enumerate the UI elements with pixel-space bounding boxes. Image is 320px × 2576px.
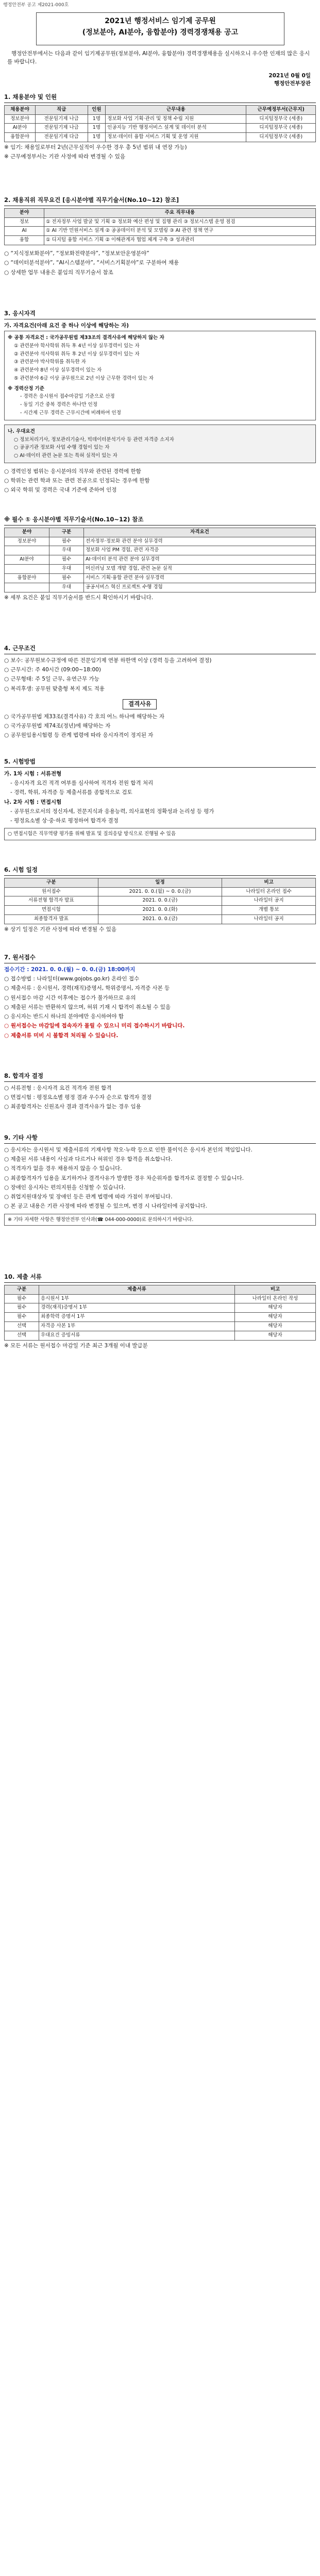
list-item: ④ 관련분야 8년 이상 실무경력이 있는 자 — [14, 367, 102, 374]
warning-line: ○ 제출서류 미비 시 불합격 처리될 수 있습니다. — [4, 1032, 119, 1039]
list-item: ○ 국가공무원법 제74조(정년)에 해당하는 자 — [4, 722, 111, 729]
list-item: ○ 장애인 응시자는 편의지원을 신청할 수 있습니다. — [4, 1184, 126, 1191]
cell: 해당자 — [235, 1322, 316, 1331]
cell: 최종합격자 발표 — [5, 915, 98, 924]
step: - 평정요소별 상·중·하로 평정하여 합격자 결정 — [10, 818, 119, 824]
cell: 디지털정부국 (세종) — [246, 114, 316, 124]
table-row — [5, 906, 316, 915]
cell: 융합분야 — [5, 133, 36, 142]
note: ※ 모든 서류는 원서접수 마감일 기준 최근 3개월 이내 발급분 — [4, 1342, 148, 1349]
cell: 정보·데이터 융합 서비스 기획 및 운영 지원 — [106, 133, 246, 142]
table-row — [5, 114, 316, 124]
cell: 디지털정부국 (세종) — [246, 133, 316, 142]
list-item: ○ 근무형태: 주 5일 근무, 유연근무 가능 — [4, 676, 99, 683]
table-row — [5, 124, 316, 133]
table-row — [5, 236, 316, 245]
column-header: 제출서류 — [39, 1285, 235, 1294]
cell: 정보화 사업 PM 경험, 관련 자격증 — [84, 546, 316, 555]
note: ○ 경력인정 범위는 응시분야의 직무와 관련된 경력에 한함 — [4, 468, 141, 474]
section-5 — [4, 757, 316, 840]
cell: 응시원서 1부 — [39, 1294, 235, 1303]
issuer: 행정안전부장관 — [274, 80, 311, 87]
section-heading: 2. 채용직위 직무요건 [응시분야별 직무기술서(No.10~12) 참조] — [4, 196, 316, 206]
cell: 전자정부·정보화 관련 분야 실무경력 — [84, 537, 316, 546]
recruit-table — [4, 105, 316, 142]
cell: 필수 — [5, 1313, 39, 1322]
contact-box: ※ 기타 자세한 사항은 행정안전부 인사과(☎ 044-000-0000)로 문의하시기 바랍니다. — [4, 1214, 316, 1226]
column-header: 채용분야 — [5, 105, 36, 114]
section-heading: 7. 원서접수 — [4, 953, 316, 963]
list-item: ○ 최종합격자가 임용을 포기하거나 결격사유가 발생한 경우 차순위자를 합격자로 결정할 수 있습니다. — [4, 1175, 244, 1181]
note: ※ 상기 일정은 기관 사정에 따라 변경될 수 있음 — [4, 926, 117, 933]
list-item: ○ 제출된 서류 내용이 사실과 다르거나 허위인 경우 합격을 취소합니다. — [4, 1156, 173, 1163]
cell: 필수 — [5, 1294, 39, 1303]
column-header: 비고 — [235, 1285, 316, 1294]
table-row — [5, 217, 316, 227]
list-item: ○ 취업지원대상자 및 장애인 등은 관계 법령에 따라 가점이 부여됩니다. — [4, 1194, 173, 1200]
note: ※ 세부 요건은 붙임 직무기술서를 반드시 확인하시기 바랍니다. — [4, 594, 154, 601]
cell — [5, 583, 49, 592]
cell: AI — [5, 227, 44, 236]
cell: 필수 — [5, 1303, 39, 1313]
note: ○ 외국 학위 및 경력은 국내 기준에 준하여 인정 — [4, 487, 117, 494]
list-item: ○ 본 공고 내용은 기관 사정에 따라 변경될 수 있으며, 변경 시 나라일터에 공지합니다. — [4, 1203, 207, 1210]
cell: 자격증 사본 1부 — [39, 1322, 235, 1331]
cell: 2021. 0. 0.(금) — [98, 896, 222, 906]
cell: 정보분야 — [5, 114, 36, 124]
list-item: - 동일 기간 중복 경력은 하나만 인정 — [20, 402, 98, 408]
column-header: 근무예정부서(근무지) — [246, 105, 316, 114]
cell: 나라일터 온라인 작성 — [235, 1294, 316, 1303]
cell: 정보 — [5, 217, 44, 227]
list-item: ⑤ 관련분야 6급 이상 공무원으로 2년 이상 근무한 경력이 있는 자 — [14, 375, 154, 381]
list-item: ○ 면접시험 : 평정요소별 평정 결과 우수자 순으로 합격자 결정 — [4, 1094, 152, 1101]
list-item: ② 관련분야 석사학위 취득 후 2년 이상 실무경력이 있는 자 — [14, 351, 140, 357]
section-heading: 3. 응시자격 — [4, 309, 316, 319]
lead-paragraph: 행정안전부에서는 다음과 같이 임기제공무원(정보분야, AI분야, 융합분야) 경력경쟁채용을 실시하오니 우수한 인재의 많은 응시를 바랍니다. — [7, 50, 310, 65]
warning-line: ○ 원서접수는 마감일에 접속자가 몰릴 수 있으니 미리 접수하시기 바랍니다. — [4, 1023, 185, 1029]
list-item: ○ 원서접수 마감 시간 이후에는 접수가 불가하므로 유의 — [4, 994, 136, 1001]
cell: 나라일터 공지 — [222, 915, 316, 924]
note: ○ “지식정보화분야”, “정보화전략분야”, “정보보안운영분야” — [4, 250, 149, 257]
step: 나. 2차 시험 : 면접시험 — [4, 799, 62, 805]
cell: 융합분야 — [5, 573, 49, 583]
note: ※ 임기: 채용일로부터 2년(근무실적이 우수한 경우 총 5년 범위 내 연장 가능) — [4, 144, 187, 151]
list-item: ○ 최종합격자는 신원조사 결과 결격사유가 없는 경우 임용 — [4, 1104, 141, 1110]
section-3b — [4, 515, 316, 603]
table-row — [5, 1331, 316, 1340]
list-item: ○ 서류전형 : 응시자격 요건 적격자 전원 합격 — [4, 1084, 112, 1091]
section-9 — [4, 1133, 316, 1226]
subsection-heading: 결격사유 — [123, 699, 157, 709]
cell: ① 디지털 융합 서비스 기획 ② 이해관계자 협업 체계 구축 ③ 성과관리 — [44, 236, 316, 245]
cell: 정보화 사업 기획·관리 및 정책 수립 지원 — [106, 114, 246, 124]
box-title: 나. 우대요건 — [8, 428, 35, 434]
column-header: 구분 — [5, 1285, 39, 1294]
cell: AI분야 — [5, 124, 36, 133]
title-box — [36, 12, 284, 45]
cell: ① 전자정부 사업 발굴 및 기획 ② 정보화 예산 편성 및 집행 관리 ③ 정보시스템 운영 점검 — [44, 217, 316, 227]
list-item: ○ 접수방법 : 나라일터(www.gojobs.go.kr) 온라인 접수 — [4, 976, 140, 982]
list-item: ③ 관련분야 박사학위를 취득한 자 — [14, 359, 86, 365]
notice-box: ○ 면접시험은 직무역량 평가를 위해 발표 및 질의응답 방식으로 진행될 수 있음 — [4, 828, 316, 840]
cell: 1명 — [88, 114, 106, 124]
list-item: ○ 제출된 서류는 반환하지 않으며, 허위 기재 시 합격이 취소될 수 있음 — [4, 1004, 171, 1010]
list-item: ○ 국가공무원법 제33조(결격사유) 각 호의 어느 하나에 해당하는 자 — [4, 713, 164, 720]
duty-table — [4, 208, 316, 245]
cell: 2021. 0. 0.(금) — [98, 915, 222, 924]
top-note: 행정안전부 공고 제2021-000호 — [3, 3, 69, 8]
table-header-row — [5, 878, 316, 887]
section-10 — [4, 1273, 316, 1351]
dateline — [268, 72, 311, 87]
cell: 머신러닝 모델 개발 경험, 관련 논문 실적 — [84, 565, 316, 574]
section-4 — [4, 644, 316, 740]
section-7 — [4, 953, 316, 1041]
date: 2021년 0월 0일 — [268, 73, 311, 79]
list-item: ○ 응시자는 응시원서 및 제출서류의 기재사항 착오·누락 등으로 인한 불이익은 응시자 본인의 책임입니다. — [4, 1146, 252, 1153]
list-item: - 시간제 근무 경력은 근무시간에 비례하여 인정 — [20, 410, 121, 416]
period-label: 접수기간 : 2021. 0. 0.(월) ~ 0. 0.(금) 18:00까지 — [4, 966, 136, 973]
section-heading: 10. 제출 서류 — [4, 1273, 316, 1283]
column-header: 일정 — [98, 878, 222, 887]
table-row — [5, 537, 316, 546]
documents-table — [4, 1285, 316, 1341]
cell: 우대 — [49, 565, 84, 574]
section-heading: 8. 합격자 결정 — [4, 1072, 316, 1082]
list-item: ○ 제출서류 : 응시원서, 경력(재직)증명서, 학위증명서, 자격증 사본 등 — [4, 985, 170, 992]
table-row — [5, 555, 316, 565]
cell: 선택 — [5, 1331, 39, 1340]
table-row — [5, 915, 316, 924]
section-heading: 4. 근무조건 — [4, 644, 316, 654]
table-row — [5, 1313, 316, 1322]
table-row — [5, 133, 316, 142]
table-row — [5, 1303, 316, 1313]
cell: 나라일터 공지 — [222, 896, 316, 906]
step: - 공무원으로서의 정신자세, 전문지식과 응용능력, 의사표현의 정확성과 논리성 등 평가 — [10, 808, 214, 815]
section-2 — [4, 196, 316, 278]
table-header-row — [5, 1285, 316, 1294]
schedule-table — [4, 878, 316, 924]
group-title: ※ 공통 자격요건 : 국가공무원법 제33조의 결격사유에 해당하지 않는 자 — [8, 335, 164, 341]
cell: 정보분야 — [5, 537, 49, 546]
section-heading: 5. 시험방법 — [4, 757, 316, 768]
title-line-1: 2021년 행정서비스 임기제 공무원 — [105, 17, 216, 25]
section-3 — [4, 309, 316, 496]
cell: 개별 통보 — [222, 906, 316, 915]
step: - 경력, 학위, 자격증 등 제출서류를 종합적으로 검토 — [10, 789, 132, 796]
list-item: ○ 응시자는 반드시 하나의 분야에만 응시하여야 함 — [4, 1013, 124, 1020]
section-heading: 9. 기타 사항 — [4, 1133, 316, 1144]
list-item: ① 관련분야 학사학위 취득 후 4년 이상 실무경력이 있는 자 — [14, 343, 140, 349]
table-row — [5, 227, 316, 236]
table-row — [5, 573, 316, 583]
column-header: 분야 — [5, 528, 49, 537]
requirement-table — [4, 528, 316, 592]
step: - 응시자격 요건 적격 여부를 심사하여 적격자 전원 합격 처리 — [10, 780, 154, 787]
cell: 해당자 — [235, 1303, 316, 1313]
table-row — [5, 1322, 316, 1331]
section-1 — [4, 93, 316, 162]
cell: 융합 — [5, 236, 44, 245]
cell — [5, 546, 49, 555]
cell: 1명 — [88, 133, 106, 142]
column-header: 자격요건 — [84, 528, 316, 537]
list-item: ○ AI·데이터 관련 논문 또는 특허 실적이 있는 자 — [14, 453, 117, 459]
cell: 2021. 0. 0.(화) — [98, 906, 222, 915]
column-header: 비고 — [222, 878, 316, 887]
list-item: ○ 정보처리기사, 정보관리기술사, 빅데이터분석기사 등 관련 자격증 소지자 — [14, 436, 174, 443]
cell: 필수 — [49, 555, 84, 565]
section-8 — [4, 1072, 316, 1112]
cell: 서류전형 합격자 발표 — [5, 896, 98, 906]
cell: 1명 — [88, 124, 106, 133]
column-header: 주요 직무내용 — [44, 208, 316, 217]
note: ※ 근무예정부서는 기관 사정에 따라 변경될 수 있음 — [4, 154, 126, 160]
title-line-2: (정보분야, AI분야, 융합분야) 경력경쟁채용 공고 — [82, 28, 239, 37]
cell: ① AI 기반 민원서비스 설계 ② 공공데이터 분석 및 모델링 ③ AI 관련 정책 연구 — [44, 227, 316, 236]
cell: 나라일터 온라인 접수 — [222, 887, 316, 896]
cell: AI분야 — [5, 555, 49, 565]
table-row — [5, 565, 316, 574]
preference-box — [4, 425, 316, 463]
column-header: 인원 — [88, 105, 106, 114]
section-6 — [4, 866, 316, 935]
section-heading: 1. 채용분야 및 인원 — [4, 93, 316, 103]
table-row — [5, 887, 316, 896]
table-header-row — [5, 528, 316, 537]
cell: 인공지능 기반 행정서비스 설계 및 데이터 분석 — [106, 124, 246, 133]
table-row — [5, 583, 316, 592]
list-item: ○ 보수: 공무원보수규정에 따른 전문임기제 연봉 하한액 이상 (경력 등을 고려하여 결정) — [4, 657, 212, 664]
section-heading: 6. 시험 일정 — [4, 866, 316, 876]
cell: 디지털정부국 (세종) — [246, 124, 316, 133]
note: ○ “데이터분석분야”, “AI시스템분야”, “서비스기획분야”로 구분하여 채용 — [4, 260, 179, 266]
cell: 우대 — [49, 546, 84, 555]
note: ○ 상세한 업무 내용은 붙임의 직무기술서 참조 — [4, 269, 113, 276]
sub-title: ※ 경력산정 기준 — [8, 385, 44, 392]
list-item: ○ 복리후생: 공무원 맞춤형 복지 제도 적용 — [4, 685, 105, 692]
list-item: ○ 적격자가 없을 경우 채용하지 않을 수 있습니다. — [4, 1165, 122, 1172]
cell: 전문임기제 다급 — [35, 133, 88, 142]
cell: 필수 — [49, 537, 84, 546]
column-header: 직급 — [35, 105, 88, 114]
column-header: 구분 — [5, 878, 98, 887]
column-header: 분야 — [5, 208, 44, 217]
cell — [5, 565, 49, 574]
table-header-row — [5, 105, 316, 114]
intro: 가. 자격요건(아래 요건 중 하나 이상에 해당하는 자) — [4, 322, 129, 329]
cell: 선택 — [5, 1322, 39, 1331]
cell: 면접시험 — [5, 906, 98, 915]
list-item: ○ 공공기관 정보화 사업 수행 경험이 있는 자 — [14, 445, 110, 451]
cell: 원서접수 — [5, 887, 98, 896]
table-row — [5, 1294, 316, 1303]
cell: 서비스 기획·융합 관련 분야 실무경력 — [84, 573, 316, 583]
column-header: 근무내용 — [106, 105, 246, 114]
cell: AI·데이터 분석 관련 분야 실무경력 — [84, 555, 316, 565]
cell: 2021. 0. 0.(월) ~ 0. 0.(금) — [98, 887, 222, 896]
list-item: ○ 공무원임용시험령 등 관계 법령에 따라 응시자격이 정지된 자 — [4, 732, 154, 739]
table-header-row — [5, 208, 316, 217]
table-row — [5, 896, 316, 906]
table-row — [5, 546, 316, 555]
note: ○ 학위는 관련 학과 또는 관련 전공으로 인정되는 경우에 한함 — [4, 478, 150, 484]
cell: 최종학력 증명서 1부 — [39, 1313, 235, 1322]
qualification-box — [4, 331, 316, 420]
section-heading: ※ 필수 ① 응시분야별 직무기술서(No.10~12) 참조 — [4, 515, 316, 526]
cell: 전문임기제 나급 — [35, 114, 88, 124]
cell: 해당자 — [235, 1313, 316, 1322]
cell: 해당자 — [235, 1331, 316, 1340]
list-item: - 경력은 응시원서 접수마감일 기준으로 산정 — [20, 394, 115, 400]
cell: 필수 — [49, 573, 84, 583]
cell: 우대 — [49, 583, 84, 592]
cell: 경력(재직)증명서 1부 — [39, 1303, 235, 1313]
cell: 공공서비스 혁신 프로젝트 수행 경험 — [84, 583, 316, 592]
cell: 우대요건 증빙서류 — [39, 1331, 235, 1340]
list-item: ○ 근무시간: 주 40시간 (09:00~18:00) — [4, 667, 101, 673]
cell: 전문임기제 나급 — [35, 124, 88, 133]
column-header: 구분 — [49, 528, 84, 537]
step: 가. 1차 시험 : 서류전형 — [4, 770, 62, 777]
